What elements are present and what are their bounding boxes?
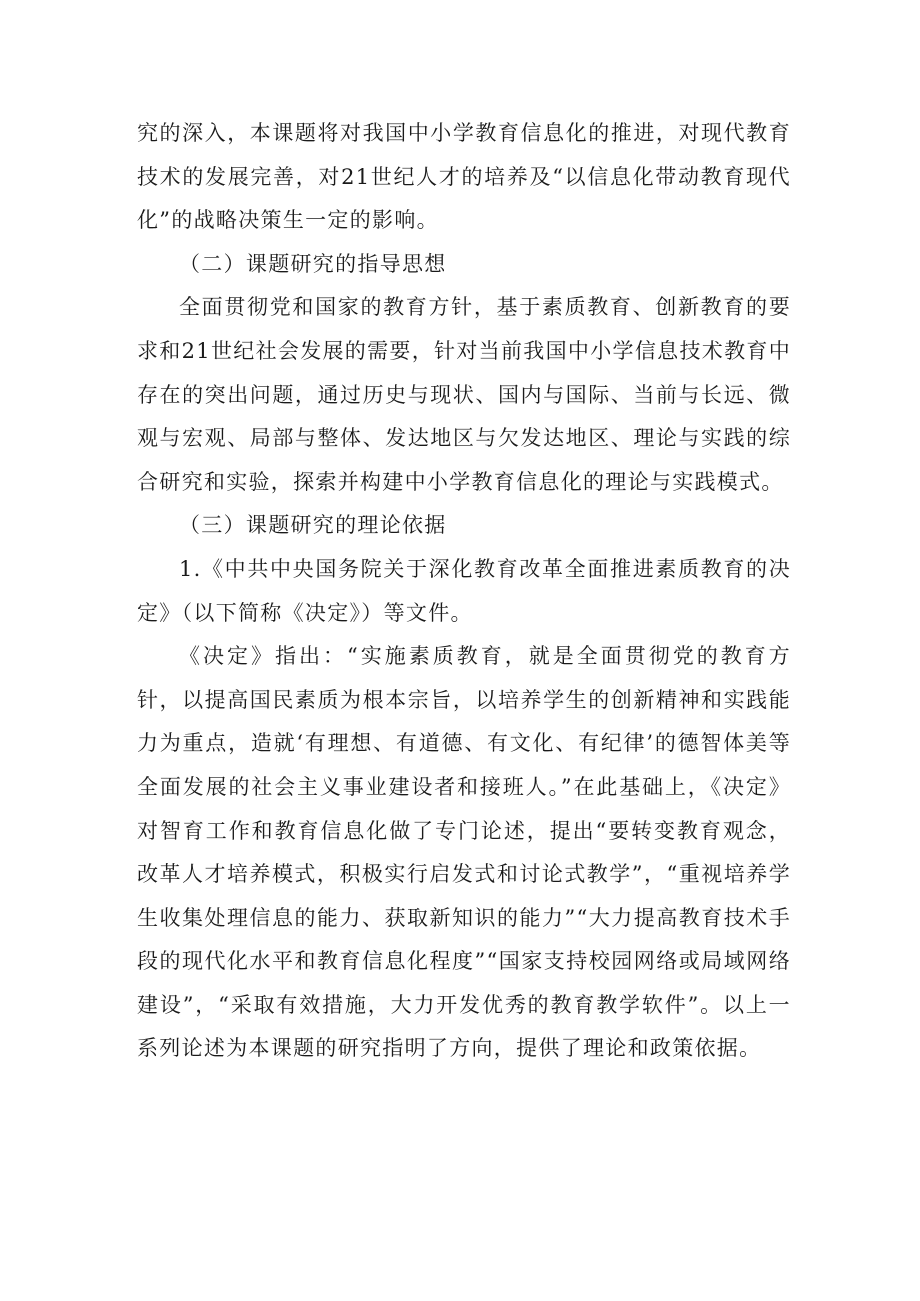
paragraph-basis-item-1: 1.《中共中央国务院关于深化教育改革全面推进素质教育的决定》（以下简称《决定》）等文件。 — [137, 556, 791, 625]
paragraph-intro-continuation: 究的深入，本课题将对我国中小学教育信息化的推进，对现代教育技术的发展完善，对21世纪人才的培养及“以信息化带动教育现代化”的战略决策生一定的影响。 — [137, 121, 791, 233]
document-body — [137, 112, 791, 1071]
paragraph-decision-quote: 《决定》指出：“实施素质教育，就是全面贯彻党的教育方针，以提高国民素质为根本宗旨，以培养学生的创新精神和实践能力为重点，造就‘有理想、有道德、有文化、有纪律’的德智体美等全面发展的社会主义事业建设者和接班人。”在此基础上，《决定》对智育工作和教育信息化做了专门论述，提出“要转变教育观念，改革人才培养模式，积极实行启发式和讨论式教学”，“重视培养学生收集处理信息的能力、获取新知识的能力”“大力提高教育技术手段的现代化水平和教育信息化程度”“国家支持校园网络或局域网络建设”，“采取有效措施，大力开发优秀的教育教学软件”。以上一系列论述为本课题的研究指明了方向，提供了理论和政策依据。 — [137, 644, 791, 1061]
section-heading-theoretical-basis: （三）课题研究的理论依据 — [179, 513, 447, 538]
paragraph-guiding-ideology: 全面贯彻党和国家的教育方针，基于素质教育、创新教育的要求和21世纪社会发展的需要，针对当前我国中小学信息技术教育中存在的突出问题，通过历史与现状、国内与国际、当前与长远、微观与宏观、局部与整体、发达地区与欠发达地区、理论与实践的综合研究和实验，探索并构建中小学教育信息化的理论与实践模式。 — [137, 295, 791, 494]
section-heading-guiding-ideology: （二）课题研究的指导思想 — [179, 251, 447, 276]
